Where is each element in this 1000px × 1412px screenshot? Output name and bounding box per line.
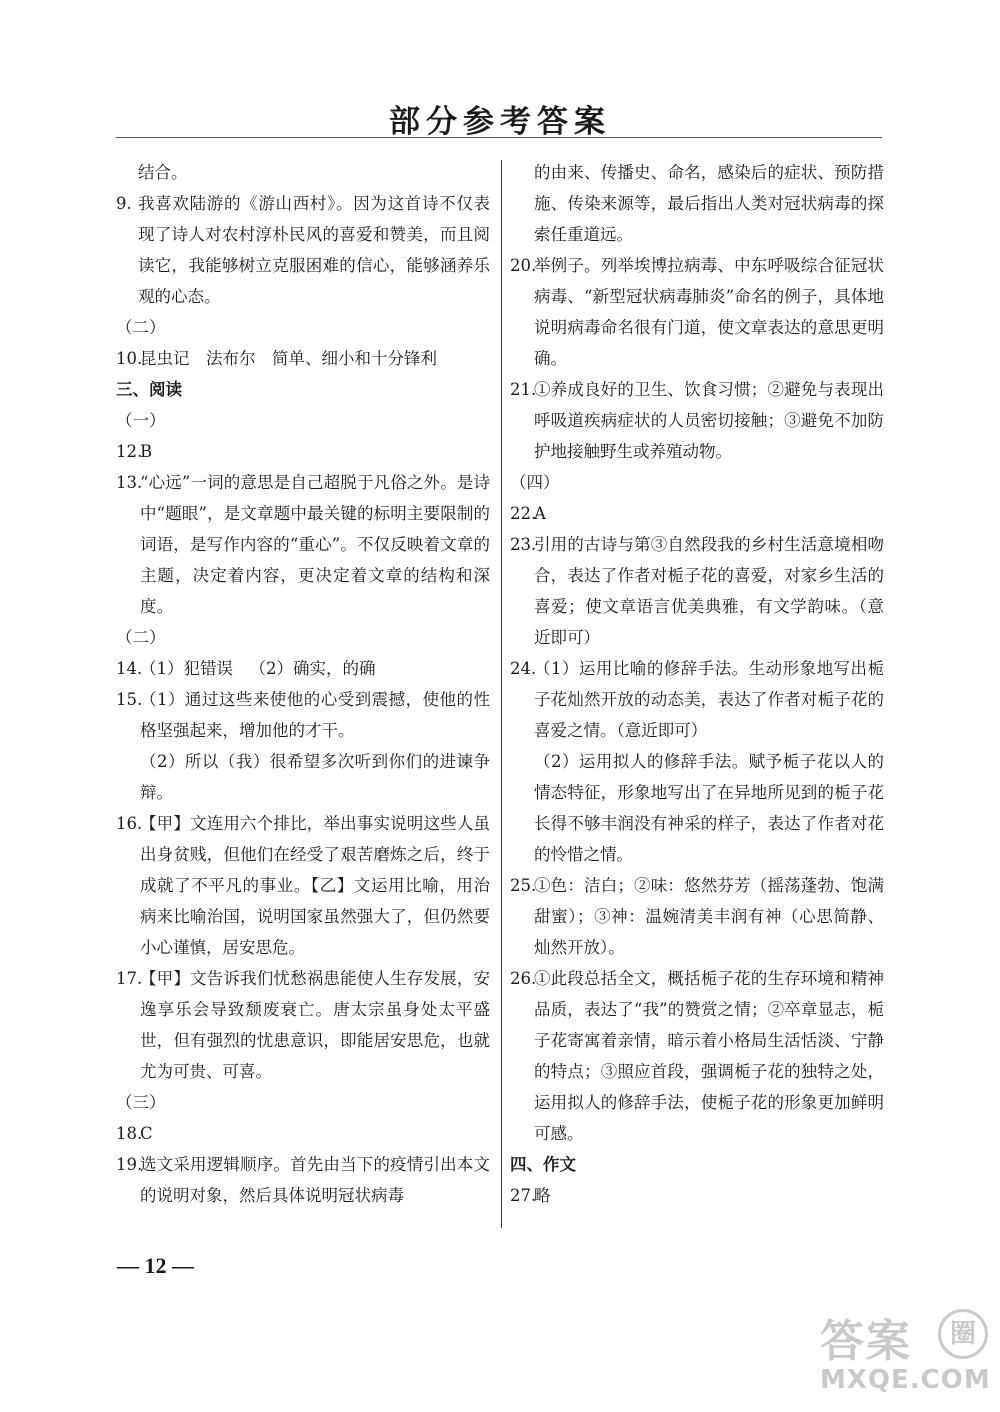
answer-number: 19. [116,1155,143,1174]
answer-text: 我喜欢陆游的《游山西村》。因为这首诗不仅表现了诗人对农村淳朴民风的喜爱和赞美，而且阅读它，我能够树立克服困难的信心，能够涵养乐观的心态。 [138,194,490,306]
answer-14 [116,653,490,684]
answer-text: ①养成良好的卫生、饮食习惯；②避免与表现出呼吸道疾病症状的人员密切接触；③避免不加防护地接触野生或养殖动物。 [534,380,884,461]
answer-text: ①此段总括全文，概括栀子花的生存环境和精神品质，表达了“我”的赞赏之情；②卒章显志，栀子花寄寓着亲情，暗示着小格局生活恬淡、宁静的特点；③照应首段，强调栀子花的独特之处，运用拟人的修辞手法，使栀子花的形象更加鲜明可感。 [534,969,884,1143]
answer-text: 略 [534,1186,551,1205]
page-title: 部分参考答案 [389,104,611,140]
answer-text: （1）运用比喻的修辞手法。生动形象地写出栀子花灿然开放的动态美，表达了作者对栀子花的喜爱之情。（意近即可） [534,659,884,740]
column-divider [501,160,502,1228]
answer-18 [116,1118,490,1149]
answer-24 [510,653,884,746]
answer-15 [116,684,490,746]
answer-text: 引用的古诗与第③自然段我的乡村生活意境相吻合，表达了作者对栀子花的喜爱，对家乡生活的喜爱；使文章语言优美典雅，有文学韵味。（意近即可） [534,535,884,647]
answer-text: 【甲】文连用六个排比，举出事实说明这些人虽出身贫贱，但他们在经受了艰苦磨炼之后，终于成就了不平凡的事业。【乙】文运用比喻，用治病来比喻治国，说明国家虽然强大了，但仍然要小心谨慎，居安思危。 [140,814,490,957]
answer-number: 27. [510,1186,537,1205]
answer-number: 15. [116,690,143,709]
answer-25 [510,870,884,963]
continued-answer-19: 的由来、传播史、命名，感染后的症状、预防措施、传染来源等，最后指出人类对冠状病毒的探索任重道远。 [534,163,884,244]
answer-number: 13. [116,473,143,492]
answer-27 [510,1180,884,1211]
answer-20 [510,250,884,374]
section-heading-reading: 三、阅读 [116,380,182,399]
answer-21 [510,374,884,467]
section-heading-composition: 四、作文 [510,1155,576,1174]
answer-text: 选文采用逻辑顺序。首先由当下的疫情引出本文的说明对象，然后具体说明冠状病毒 [140,1155,490,1205]
answer-text: 昆虫记 法布尔 简单、细小和十分锋利 [140,349,437,368]
answer-15-part-2: （2）所以（我）很希望多次听到你们的进谏争辩。 [140,752,490,802]
answer-number: 25. [510,876,537,895]
right-column [510,157,884,1211]
answer-9 [116,188,490,312]
watermark-badge: 圈 [938,1309,988,1359]
answer-text: “心远”一词的意思是自己超脱于凡俗之外。是诗中“题眼”，是文章题中最关键的标明主要限制的词语，是写作内容的“重心”。不仅反映着文章的主题，决定着内容，更决定着文章的结构和深度。 [140,473,490,616]
answer-23 [510,529,884,653]
answer-number: 10. [116,349,143,368]
answer-text: ①色：洁白；②味：悠然芬芳（摇荡蓬勃、饱满甜蜜）；③神：温婉清美丰润有神（心思简静、灿然开放）。 [534,876,884,957]
answer-22 [510,498,884,529]
section-label: （二） [116,628,166,647]
answer-13 [116,467,490,622]
answer-text: （1）通过这些来使他的心受到震撼，使他的性格坚强起来，增加他的才干。 [140,690,490,740]
answer-12 [116,436,490,467]
answer-number: 20. [510,256,537,275]
watermark-text: 答案 [820,1316,912,1367]
answer-17 [116,963,490,1087]
answer-text: B [140,442,153,461]
title-rule [116,137,882,138]
answer-text: （1）犯错误 （2）确实，的确 [140,659,376,678]
answer-number: 18. [116,1124,143,1143]
answer-number: 17. [116,969,143,988]
answer-number: 26. [510,969,537,988]
answer-text: 【甲】文告诉我们忧愁祸患能使人生存发展，安逸享乐会导致颓废衰亡。唐太宗虽身处太平盛世，但有强烈的忧患意识，即能居安思危，也就尤为可贵、可喜。 [140,969,490,1081]
answer-16 [116,808,490,963]
watermark-logo [820,1305,990,1405]
answer-24-part-2: （2）运用拟人的修辞手法。赋予栀子花以人的情态特征，形象地写出了在异地所见到的栀子花长得不够丰润没有神采的样子，表达了作者对花的怜惜之情。 [534,752,884,864]
continued-answer: 结合。 [138,163,188,182]
answer-number: 14. [116,659,143,678]
section-label: （二） [116,318,166,337]
answer-number: 16. [116,814,143,833]
answer-26 [510,963,884,1149]
answer-text: C [140,1124,153,1143]
page-number: — 12 — [117,1253,194,1278]
left-column [116,157,490,1211]
answer-number: 22. [510,504,537,523]
section-label: （三） [116,1093,166,1112]
answer-number: 21. [510,380,537,399]
answer-number: 23. [510,535,537,554]
answer-number: 24. [510,659,537,678]
answer-number: 12. [116,442,143,461]
section-label: （一） [116,411,166,430]
answer-19 [116,1149,490,1211]
answer-text: 举例子。列举埃博拉病毒、中东呼吸综合征冠状病毒、“新型冠状病毒肺炎”命名的例子，具体地说明病毒命名很有门道，使文章表达的意思更明确。 [534,256,884,368]
answer-text: A [534,504,546,523]
watermark-url: MXQE.COM [820,1365,991,1395]
answer-number: 9. [116,194,132,213]
section-label: （四） [510,473,560,492]
answer-10 [116,343,490,374]
